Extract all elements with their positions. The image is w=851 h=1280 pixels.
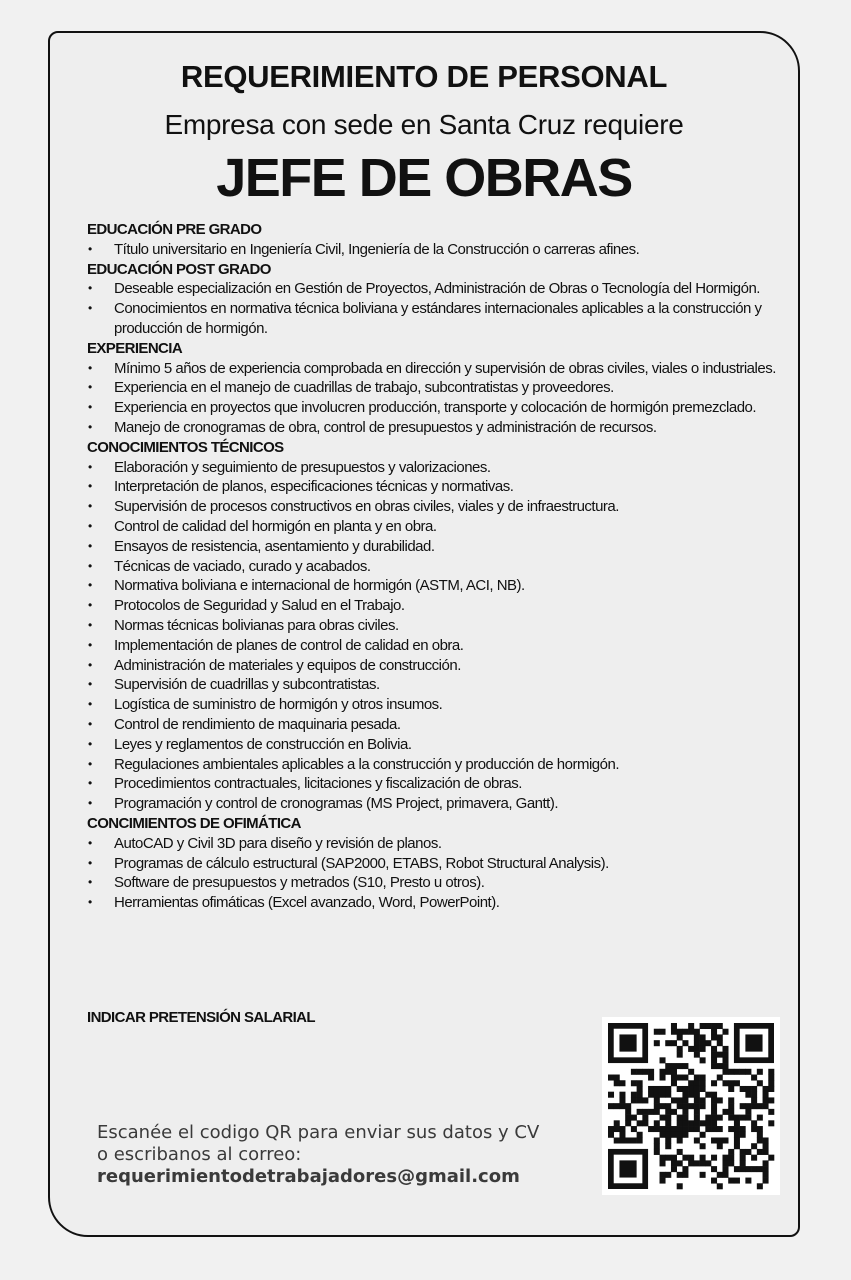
list-item: • Control de calidad del hormigón en planta y en obra. <box>87 517 787 537</box>
job-posting-card <box>48 31 800 1237</box>
list-item: • Normativa boliviana e internacional de hormigón (ASTM, ACI, NB). <box>87 576 787 596</box>
list-item: • Control de rendimiento de maquinaria pesada. <box>87 715 787 735</box>
list-item: • AutoCAD y Civil 3D para diseño y revisión de planos. <box>87 834 787 854</box>
list-item: • Procedimientos contractuales, licitaciones y fiscalización de obras. <box>87 774 787 794</box>
list-item: • Interpretación de planos, especificaciones técnicas y normativas. <box>87 477 787 497</box>
section-heading: EXPERIENCIA <box>87 339 183 357</box>
list-item: • Experiencia en el manejo de cuadrillas de trabajo, subcontratistas y proveedores. <box>87 378 787 398</box>
list-item: • Implementación de planes de control de calidad en obra. <box>87 636 787 656</box>
list-item: • Logística de suministro de hormigón y otros insumos. <box>87 695 787 715</box>
section-conocimientos-tecnicos <box>87 438 787 814</box>
qr-code-icon[interactable] <box>602 1017 780 1195</box>
section-experiencia <box>87 339 787 438</box>
posting-title: REQUERIMIENTO DE PERSONAL <box>180 59 668 94</box>
contact-line-2: o escribanos al correo: <box>97 1144 302 1165</box>
section-heading: EDUCACIÓN PRE GRADO <box>87 221 262 238</box>
list-item: • Técnicas de vaciado, curado y acabados. <box>87 557 787 577</box>
contact-email-link[interactable]: requerimientodetrabajadores@gmail.com <box>97 1166 520 1187</box>
list-item: • Deseable especialización en Gestión de Proyectos, Administración de Obras o Tecnología del Hormigón. <box>87 279 787 299</box>
list-item: • Software de presupuestos y metrados (S10, Presto u otros). <box>87 873 787 893</box>
list-item: • Título universitario en Ingeniería Civil, Ingeniería de la Construcción o carreras afines. <box>87 240 787 260</box>
section-ofimatica <box>87 814 787 913</box>
requirements-list <box>87 220 787 913</box>
qr-code-graphic <box>602 1017 780 1195</box>
salary-note: INDICAR PRETENSIÓN SALARIAL <box>87 1009 315 1026</box>
list-item: • Regulaciones ambientales aplicables a la construcción y producción de hormigón. <box>87 755 787 775</box>
list-item: • Conocimientos en normativa técnica boliviana y estándares internacionales aplicables a la construcción y producción de hormigón. <box>87 299 787 339</box>
section-heading: EDUCACIÓN POST GRADO <box>87 260 271 278</box>
list-item: • Protocolos de Seguridad y Salud en el Trabajo. <box>87 596 787 616</box>
list-item: • Programación y control de cronogramas (MS Project, primavera, Gantt). <box>87 794 787 814</box>
list-item: • Supervisión de procesos constructivos en obras civiles, viales y de infraestructura. <box>87 497 787 517</box>
contact-line-1: Escanée el codigo QR para enviar sus datos y CV <box>97 1122 540 1143</box>
job-position-title: JEFE DE OBRAS <box>216 148 632 208</box>
section-heading: CONCIMIENTOS DE OFIMÁTICA <box>87 814 301 832</box>
section-education-pregrado <box>87 220 787 260</box>
list-item: • Elaboración y seguimiento de presupuestos y valorizaciones. <box>87 458 787 478</box>
list-item: • Mínimo 5 años de experiencia comprobada en dirección y supervisión de obras civiles, viales o industriales. <box>87 359 787 379</box>
list-item: • Normas técnicas bolivianas para obras civiles. <box>87 616 787 636</box>
posting-subtitle: Empresa con sede en Santa Cruz requiere <box>164 109 684 140</box>
contact-info <box>97 1122 539 1188</box>
list-item: • Ensayos de resistencia, asentamiento y durabilidad. <box>87 537 787 557</box>
list-item: • Experiencia en proyectos que involucren producción, transporte y colocación de hormigón premezclado. <box>87 398 787 418</box>
list-item: • Programas de cálculo estructural (SAP2000, ETABS, Robot Structural Analysis). <box>87 854 787 874</box>
list-item: • Herramientas ofimáticas (Excel avanzado, Word, PowerPoint). <box>87 893 787 913</box>
list-item: • Manejo de cronogramas de obra, control de presupuestos y administración de recursos. <box>87 418 787 438</box>
list-item: • Administración de materiales y equipos de construcción. <box>87 656 787 676</box>
list-item: • Leyes y reglamentos de construcción en Bolivia. <box>87 735 787 755</box>
list-item: • Supervisión de cuadrillas y subcontratistas. <box>87 675 787 695</box>
section-heading: CONOCIMIENTOS TÉCNICOS <box>87 438 284 456</box>
section-education-postgrado <box>87 260 787 339</box>
